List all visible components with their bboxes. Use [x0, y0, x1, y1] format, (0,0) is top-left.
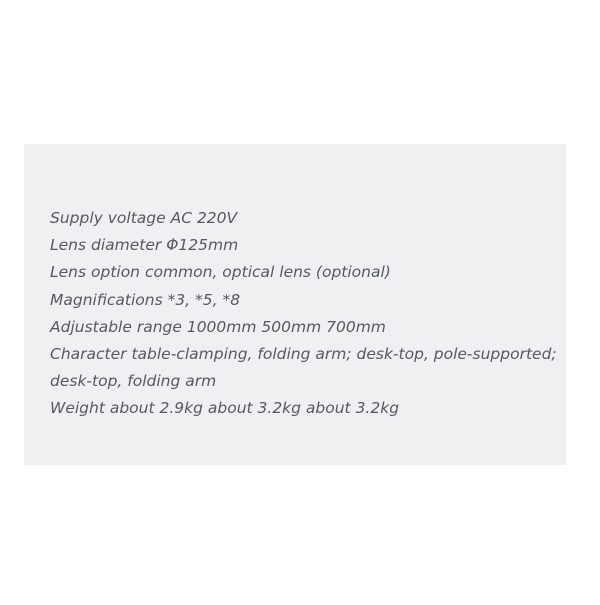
spec-character-continued: desk-top, folding arm: [50, 372, 217, 391]
spec-character: Character table-clamping, folding arm; desk-top, pole-supported;: [50, 345, 557, 364]
spec-supply-voltage: Supply voltage AC 220V: [50, 209, 238, 227]
spec-lens-diameter: Lens diameter Φ125mm: [50, 236, 239, 255]
specification-panel: [24, 144, 566, 465]
spec-weight: Weight about 2.9kg about 3.2kg about 3.2kg: [50, 399, 400, 418]
spec-lens-option: Lens option common, optical lens (optional): [50, 263, 391, 282]
spec-magnifications: Magnifications *3, *5, *8: [50, 290, 241, 309]
spec-adjustable-range: Adjustable range 1000mm 500mm 700mm: [50, 317, 386, 336]
